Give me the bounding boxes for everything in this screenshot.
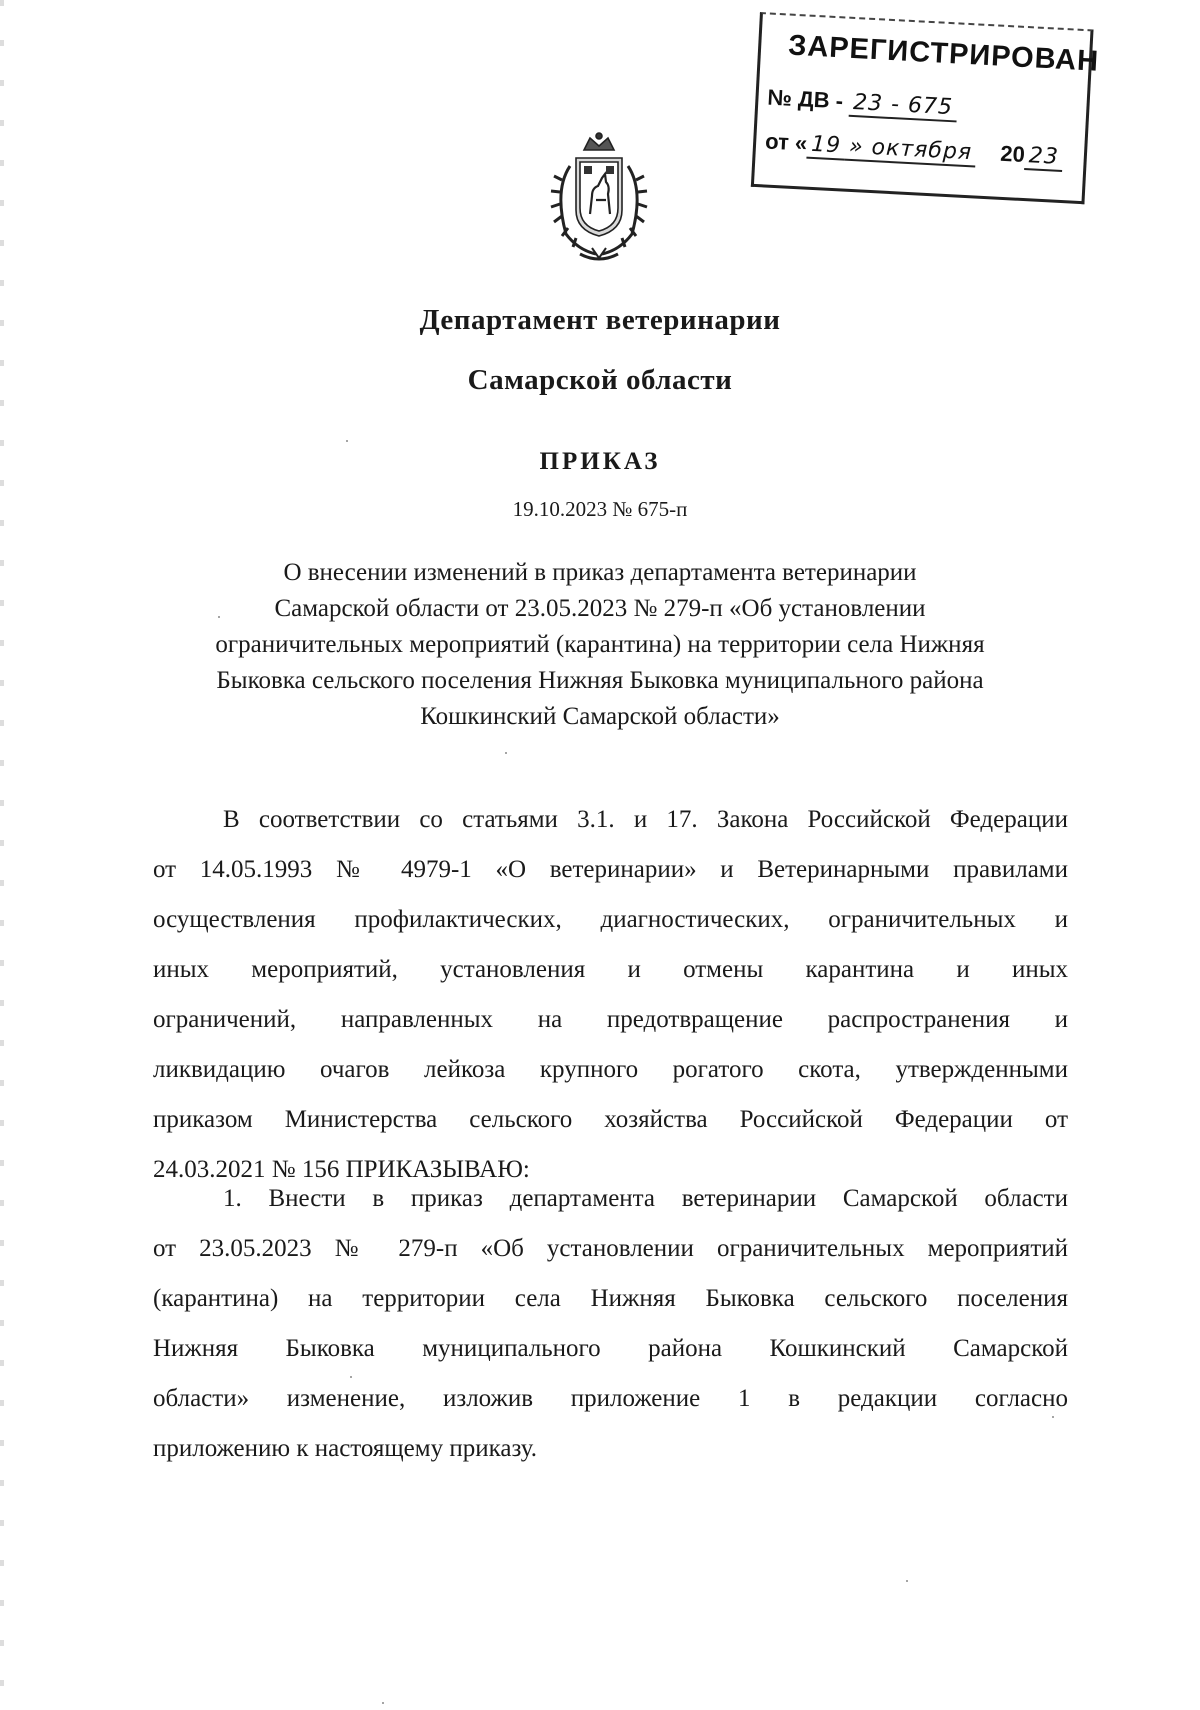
paragraph-line: Нижняя Быковка муниципального района Кошкинский Самарской — [153, 1335, 1068, 1362]
stamp-year-handwritten: 23 — [1024, 143, 1063, 172]
stamp-date-prefix: от « — [764, 128, 808, 156]
document-subject — [150, 555, 1050, 735]
paragraph-line: от 23.05.2023 № 279-п «Об установлении ограничительных мероприятий — [153, 1235, 1068, 1262]
scan-speck — [1052, 1416, 1054, 1418]
paragraph-line: 24.03.2021 № 156 ПРИКАЗЫВАЮ: — [153, 1156, 530, 1183]
paragraph-line: ограничений, направленных на предотвращение распространения и — [153, 1006, 1068, 1033]
paragraph-line: ликвидацию очагов лейкоза крупного рогатого скота, утвержденными — [153, 1056, 1068, 1083]
department-name-line2: Самарской области — [467, 364, 733, 396]
registration-stamp — [751, 12, 1100, 201]
scan-speck — [505, 752, 507, 754]
subject-line: Самарской области от 23.05.2023 № 279-п «Об установлении — [274, 595, 926, 622]
department-name-line1: Департамент ветеринарии — [419, 304, 781, 336]
stamp-title: ЗАРЕГИСТРИРОВАН — [787, 29, 1100, 78]
scan-speck — [346, 440, 348, 442]
order-item-1 — [153, 1174, 1068, 1474]
paragraph-line: приложению к настоящему приказу. — [153, 1435, 538, 1462]
stamp-year — [1000, 141, 1064, 172]
paragraph-line: осуществления профилактических, диагностических, ограничительных и — [153, 906, 1068, 933]
scan-speck — [350, 1376, 352, 1378]
scan-speck — [218, 616, 220, 618]
scan-edge-marks — [0, 0, 4, 1710]
subject-line: Быковка сельского поселения Нижняя Быковка муниципального района — [216, 667, 984, 694]
stamp-date-month: » октября — [844, 134, 976, 168]
document-number: 19.10.2023 № 675-п — [512, 497, 688, 521]
stamp-number-handwritten: 23 - 675 — [848, 90, 957, 123]
stamp-year-printed: 20 — [999, 140, 1026, 168]
stamp-number-prefix: № ДВ - — [766, 84, 844, 114]
paragraph-line: (карантина) на территории села Нижняя Быковка сельского поселения — [153, 1285, 1068, 1312]
paragraph-line: области» изменение, изложив приложение 1 в редакции согласно — [153, 1385, 1068, 1412]
subject-line: ограничительных мероприятий (карантина) на территории села Нижняя — [215, 631, 985, 658]
scan-speck — [906, 1580, 908, 1582]
stamp-date-day: 19 — [806, 132, 845, 161]
preamble-paragraph — [153, 795, 1068, 1195]
paragraph-line: от 14.05.1993 № 4979-1 «О ветеринарии» и Ветеринарными правилами — [153, 856, 1068, 883]
scan-speck — [382, 1702, 384, 1704]
document-kind: ПРИКАЗ — [539, 448, 661, 475]
paragraph-line: 1. Внести в приказ департамента ветеринарии Самарской области — [223, 1185, 1068, 1212]
samara-coat-of-arms-icon — [540, 130, 658, 268]
paragraph-line: иных мероприятий, установления и отмены карантина и иных — [153, 956, 1068, 983]
subject-line: О внесении изменений в приказ департамента ветеринарии — [283, 559, 917, 586]
subject-line: Кошкинский Самарской области» — [420, 703, 780, 730]
paragraph-line: В соответствии со статьями 3.1. и 17. Закона Российской Федерации — [223, 806, 1068, 833]
paragraph-line: приказом Министерства сельского хозяйства Российской Федерации от — [153, 1106, 1068, 1133]
